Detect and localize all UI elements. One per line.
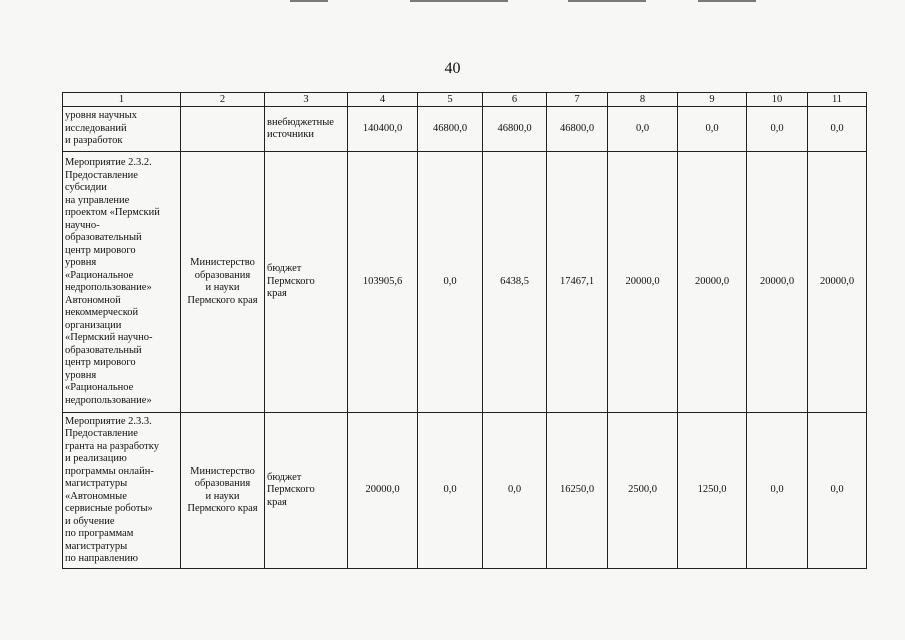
funding-source-cell: бюджет Пермского края: [265, 152, 348, 413]
column-header: 11: [808, 93, 867, 107]
funding-source-cell: бюджет Пермского края: [265, 413, 348, 569]
value-cell: 0,0: [418, 413, 483, 569]
value-cell: 2500,0: [608, 413, 678, 569]
value-cell: 20000,0: [678, 152, 747, 413]
table-row: [63, 152, 867, 413]
value-cell: 17467,1: [547, 152, 608, 413]
value-cell: 20000,0: [348, 413, 418, 569]
scan-edge-line: [410, 0, 508, 2]
executor-cell: Министерство образования и науки Пермского края: [181, 413, 265, 569]
value-cell: 0,0: [808, 413, 867, 569]
value-cell: 20000,0: [608, 152, 678, 413]
program-table: [62, 92, 867, 569]
value-cell: 20000,0: [808, 152, 867, 413]
value-cell: 0,0: [418, 152, 483, 413]
column-header: 10: [747, 93, 808, 107]
page-number: 40: [444, 60, 461, 77]
value-cell: 0,0: [678, 107, 747, 152]
value-cell: 16250,0: [547, 413, 608, 569]
column-header: 8: [608, 93, 678, 107]
table-row: [63, 107, 867, 152]
activity-cell: Мероприятие 2.3.3. Предоставление гранта на разработку и реализацию программы онлайн- магистратуры «Автономные сервисные роботы» и обучение по программам магистратуры по направлению: [63, 413, 181, 569]
value-cell: 0,0: [747, 107, 808, 152]
table-row: [63, 413, 867, 569]
scan-edge-line: [568, 0, 646, 2]
scan-edge-line: [698, 0, 756, 2]
activity-cell: Мероприятие 2.3.2. Предоставление субсидии на управление проектом «Пермский научно- образовательный центр мирового уровня «Рациональное недропользование» Автономной некоммерческой организации «Пермский научно- образовательный центр мирового уровня «Рациональное недропользование»: [63, 152, 181, 413]
column-header: 3: [265, 93, 348, 107]
column-header: 9: [678, 93, 747, 107]
value-cell: 1250,0: [678, 413, 747, 569]
value-cell: 0,0: [608, 107, 678, 152]
value-cell: 46800,0: [547, 107, 608, 152]
header-row: [63, 93, 867, 107]
value-cell: 140400,0: [348, 107, 418, 152]
executor-cell: Министерство образования и науки Пермского края: [181, 152, 265, 413]
column-header: 1: [63, 93, 181, 107]
value-cell: 46800,0: [418, 107, 483, 152]
value-cell: 0,0: [808, 107, 867, 152]
value-cell: 20000,0: [747, 152, 808, 413]
column-header: 6: [483, 93, 547, 107]
value-cell: 6438,5: [483, 152, 547, 413]
value-cell: 103905,6: [348, 152, 418, 413]
column-header: 7: [547, 93, 608, 107]
column-header: 2: [181, 93, 265, 107]
value-cell: 46800,0: [483, 107, 547, 152]
funding-source-cell: внебюджетные источники: [265, 107, 348, 152]
executor-cell: [181, 107, 265, 152]
scan-edge-line: [290, 0, 328, 2]
column-header: 5: [418, 93, 483, 107]
value-cell: 0,0: [747, 413, 808, 569]
activity-cell: уровня научных исследований и разработок: [63, 107, 181, 152]
value-cell: 0,0: [483, 413, 547, 569]
column-header: 4: [348, 93, 418, 107]
